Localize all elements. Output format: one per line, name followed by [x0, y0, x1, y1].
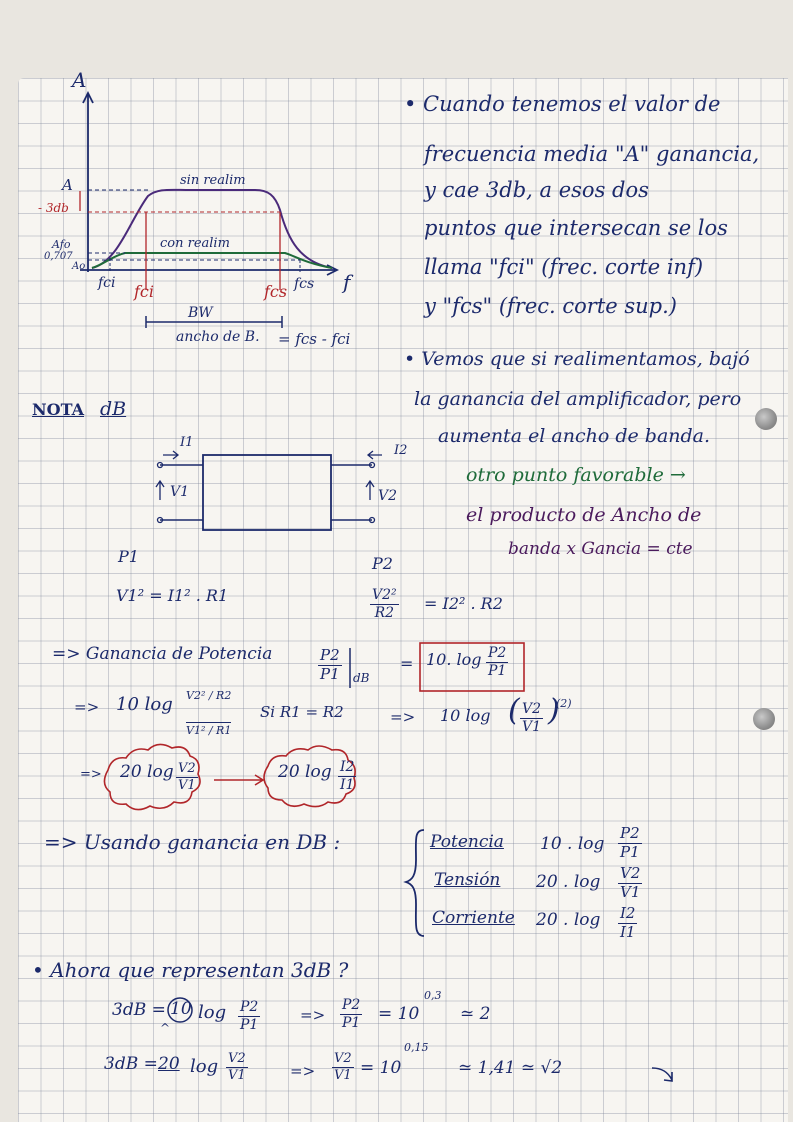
result: ≃ 1,41 ≃ √2: [458, 1058, 563, 1078]
p2-over-p1: [238, 1000, 260, 1032]
usando-row-frac: [618, 866, 642, 901]
ten-power: = 10: [360, 1058, 402, 1078]
note-line: banda x Gancia = cte: [508, 539, 693, 559]
note-line: frecuencia media "A" ganancia,: [424, 142, 760, 166]
usando-row-label: Potencia: [430, 832, 504, 852]
fci-label: fci: [98, 275, 116, 291]
bw-label: BW: [188, 305, 213, 321]
p2-over-p1: [318, 648, 342, 683]
db-subscript: dB: [353, 671, 370, 685]
arrow: =>: [300, 1006, 326, 1024]
frac-den: P1: [342, 1014, 361, 1031]
v1sq-over-r1-ratio: V1² / R1: [186, 724, 232, 737]
frac-num: V2: [522, 701, 542, 717]
note-line: puntos que intersecan se los: [424, 216, 728, 240]
3db-label: - 3db: [38, 201, 69, 215]
ten-log: 10 log: [440, 706, 491, 725]
fcs-label: fcs: [294, 276, 315, 292]
frac-num: P2: [488, 645, 507, 661]
ten-log-boxed: 10. log: [426, 650, 482, 669]
afo-label: Afo: [52, 238, 71, 251]
frac-den: V1: [228, 1067, 246, 1083]
note-line: y "fcs" (frec. corte sup.): [424, 294, 677, 318]
frac-num: P2: [620, 824, 640, 842]
arrow: =>: [390, 708, 416, 726]
frac-num: V2: [228, 1051, 246, 1066]
arrow: =>: [74, 698, 100, 716]
frac-num: P2: [342, 997, 361, 1013]
curve-sin-realim-label: sin realim: [180, 173, 246, 188]
p1-equation: P1: [118, 547, 139, 566]
frac-den: I1: [620, 922, 636, 941]
axis-x-label: f: [343, 270, 351, 294]
v2sq-over-r2: [370, 588, 399, 620]
note-line: llama "fci" (frec. corte inf): [424, 255, 704, 279]
note-line: • Cuando tenemos el valor de: [404, 92, 721, 116]
bw-equation: = fcs - fci: [278, 330, 351, 348]
frac-num: V2: [620, 864, 641, 882]
boxed-p2-over-p1: [486, 646, 508, 678]
usando-ganancia-label: => Usando ganancia en DB :: [44, 830, 341, 854]
ao-label: Ao: [72, 261, 86, 272]
frac-den: I1: [340, 776, 355, 793]
3db-equals: 3dB =: [112, 1000, 166, 1020]
result: ≃ 2: [460, 1004, 491, 1024]
ten-circled: 10: [170, 999, 192, 1019]
frac-num: P2: [240, 999, 259, 1015]
frac-den: P1: [240, 1016, 259, 1033]
v2-over-v1: [520, 702, 543, 734]
frac-num: I2: [340, 759, 355, 775]
ahora-title: • Ahora que representan 3dB ?: [32, 958, 349, 982]
i2-over-i1: [338, 760, 356, 792]
paren: (: [508, 693, 520, 728]
frac-den: P1: [620, 842, 640, 861]
si-r1-r2: Si R1 = R2: [260, 703, 344, 721]
fcs-label-red: fcs: [264, 282, 288, 301]
frac-den: V1: [522, 718, 542, 735]
note-line: y cae 3db, a esos dos: [424, 178, 649, 202]
frac-num: V2²: [372, 587, 397, 603]
ten-power: = 10: [378, 1004, 420, 1024]
exponent: 0,3: [424, 989, 442, 1002]
frac-num: I2: [620, 904, 636, 922]
usando-row-frac: [618, 826, 642, 861]
usando-row-coef: 20 . log: [536, 910, 601, 930]
equals: =: [400, 654, 414, 673]
nota-db: dB: [100, 398, 127, 420]
v2-over-v1: [176, 762, 198, 792]
gain-label: A: [62, 176, 73, 194]
note-line: la ganancia del amplificador, pero: [414, 388, 742, 410]
i1-label: I1: [180, 435, 194, 450]
p2-equation: P2: [372, 554, 393, 573]
i2-label: I2: [394, 443, 408, 458]
usando-row-frac: [618, 906, 637, 941]
v1-squared-equation: V1² = I1² . R1: [116, 586, 229, 605]
note-line: aumenta el ancho de banda.: [438, 425, 711, 447]
frac-den: V1: [178, 777, 196, 793]
usando-row-coef: 10 . log: [540, 834, 605, 854]
exponent: 0,15: [404, 1041, 429, 1054]
ancho-label: ancho de B.: [176, 329, 260, 345]
nota-title: NOTA: [32, 400, 85, 419]
frac-den: R2: [374, 604, 395, 621]
usando-row-label: Tensión: [434, 870, 501, 890]
fci-label-red: fci: [134, 282, 154, 301]
axis-y-label: A: [72, 68, 87, 92]
twenty-underlined: 20: [158, 1054, 180, 1074]
note-line: otro punto favorable →: [466, 464, 686, 486]
frac-den: V1: [334, 1067, 352, 1083]
frac-num: V2: [334, 1051, 352, 1066]
curve-con-realim-label: con realim: [160, 236, 230, 251]
log-label: log: [190, 1056, 219, 1077]
frac-den: P1: [320, 664, 340, 683]
arrow: =>: [80, 767, 102, 782]
arrow: =>: [290, 1062, 316, 1080]
p2-over-p1: [340, 998, 362, 1030]
note-line: el producto de Ancho de: [466, 504, 702, 526]
frac-num: P2: [320, 646, 340, 664]
v2-over-v1: [226, 1052, 248, 1082]
twenty-log: 20 log: [278, 762, 332, 782]
caret-mark: ^: [160, 1021, 171, 1035]
frac-num: V2: [178, 761, 196, 776]
note-line: • Vemos que si realimentamos, bajó: [404, 348, 750, 370]
v2-label: V2: [378, 488, 398, 504]
v2sq-over-r2-ratio: V2² / R2: [186, 689, 232, 702]
i2-r2-equation: = I2² . R2: [424, 594, 503, 613]
v1-label: V1: [170, 484, 190, 500]
frac-den: P1: [488, 662, 507, 679]
usando-row-label: Corriente: [432, 908, 515, 928]
3db-equals: 3dB =: [104, 1054, 158, 1074]
square-exponent: (2): [556, 697, 572, 710]
log-label: log: [198, 1002, 227, 1023]
usando-row-coef: 20 . log: [536, 872, 601, 892]
paren: ): [548, 693, 560, 728]
v2-over-v1: [332, 1052, 354, 1082]
twenty-log: 20 log: [120, 762, 174, 782]
frac-den: V1: [620, 882, 641, 901]
0707-label: 0,707: [44, 251, 73, 262]
ten-log: 10 log: [116, 694, 173, 715]
ganancia-potencia-label: => Ganancia de Potencia: [52, 644, 273, 664]
